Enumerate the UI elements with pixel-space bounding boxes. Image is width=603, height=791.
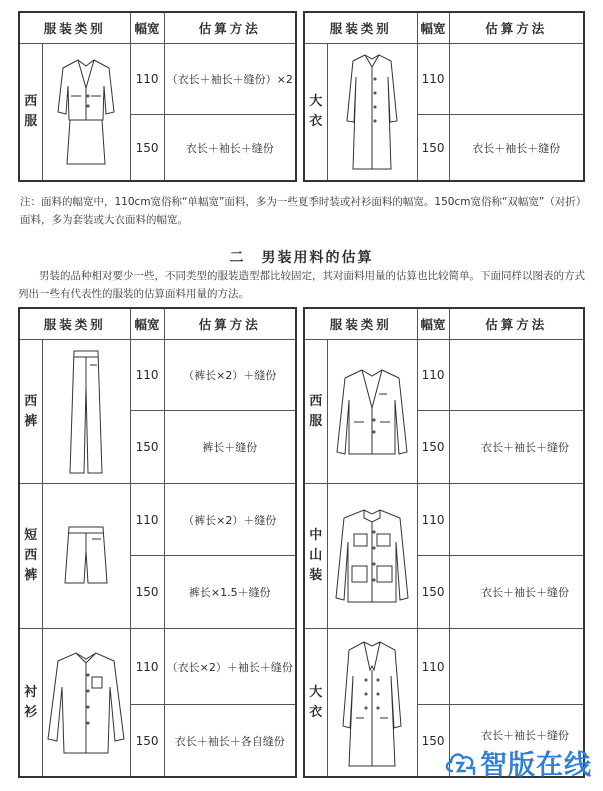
garment-name: 西 裤 [19,340,42,484]
width-value: 150 [130,556,164,629]
method-text: 衣长＋袖长＋缝份 [449,411,584,484]
width-value: 110 [417,629,449,705]
width-value: 150 [130,115,164,182]
method-text: 衣长＋袖长＋各自缝份 [164,705,296,778]
section-title: 二 男装用料的估算 [229,250,374,266]
width-value: 150 [130,411,164,484]
header-method: 估算方法 [449,12,584,44]
header-width: 幅宽 [417,12,449,44]
width-value: 150 [417,556,449,629]
zhongshan-suit-illustration [327,484,417,629]
width-value: 110 [130,44,164,115]
header-category: 服装类别 [19,12,130,44]
width-value: 150 [417,411,449,484]
width-value: 110 [130,484,164,556]
method-text: 衣长＋袖长＋缝份 [164,115,296,182]
method-text: （衣长×2）＋袖长＋缝份 [164,629,296,705]
cloud-logo-icon [443,746,477,780]
method-text: 裤长×1.5＋缝份 [164,556,296,629]
width-value: 110 [417,484,449,556]
garment-name: 大 衣 [304,629,327,778]
garment-name: 大 衣 [304,44,327,182]
method-text [449,44,584,115]
header-method: 估算方法 [164,12,296,44]
method-text: 衣长＋袖长＋缝份 [449,556,584,629]
header-width: 幅宽 [417,308,449,340]
trousers-illustration [42,340,130,484]
brand-name: 智版在线 [480,750,592,781]
method-text: （衣长＋袖长＋缝份）×2 [164,44,296,115]
width-value: 110 [130,629,164,705]
header-method: 估算方法 [449,308,584,340]
header-width: 幅宽 [130,308,164,340]
method-text [449,340,584,411]
women-suit-illustration [42,44,130,182]
method-text: （裤长×2）＋缝份 [164,340,296,411]
men-overcoat-illustration [327,629,417,778]
header-category: 服装类别 [304,12,417,44]
method-text: （裤长×2）＋缝份 [164,484,296,556]
shorts-illustration [42,484,130,629]
garment-name: 短 西 裤 [19,484,42,629]
width-value: 110 [130,340,164,411]
men-left-table [18,307,297,778]
garment-name: 中 山 装 [304,484,327,629]
width-value: 150 [417,115,449,182]
header-category: 服装类别 [304,308,417,340]
width-value: 150 [130,705,164,778]
header-method: 估算方法 [164,308,296,340]
shirt-illustration [42,629,130,778]
intro-paragraph: 男装的品种相对要少一些，不同类型的服装造型都比较固定，其对面料用量的估算也比较简单。下面同样以图表的方式列出一些有代表性的服装的估算面料用量的方法。 [18,270,585,300]
footnote: 注：面料的幅宽中，110cm宽俗称“单幅宽”面料，多为一些夏季时装或衬衫面料的幅宽。150cm宽俗称“双幅宽”（对折）面料，多为套装或大衣面料的幅宽。 [20,196,582,226]
width-value: 150 [417,705,449,778]
women-overcoat-table [303,11,585,182]
method-text [449,629,584,705]
women-suit-table [18,11,297,182]
garment-name: 衬 衫 [19,629,42,778]
men-right-table [303,307,585,778]
men-suit-illustration [327,340,417,484]
method-text: 衣长＋袖长＋缝份 [449,705,584,778]
women-overcoat-illustration [327,44,417,182]
method-text: 衣长＋袖长＋缝份 [449,115,584,182]
header-width: 幅宽 [130,12,164,44]
method-text: 裤长＋缝份 [164,411,296,484]
width-value: 110 [417,44,449,115]
width-value: 110 [417,340,449,411]
header-category: 服装类别 [19,308,130,340]
garment-name: 西 服 [19,44,42,182]
garment-name: 西 服 [304,340,327,484]
method-text [449,484,584,556]
brand-watermark [443,743,592,782]
